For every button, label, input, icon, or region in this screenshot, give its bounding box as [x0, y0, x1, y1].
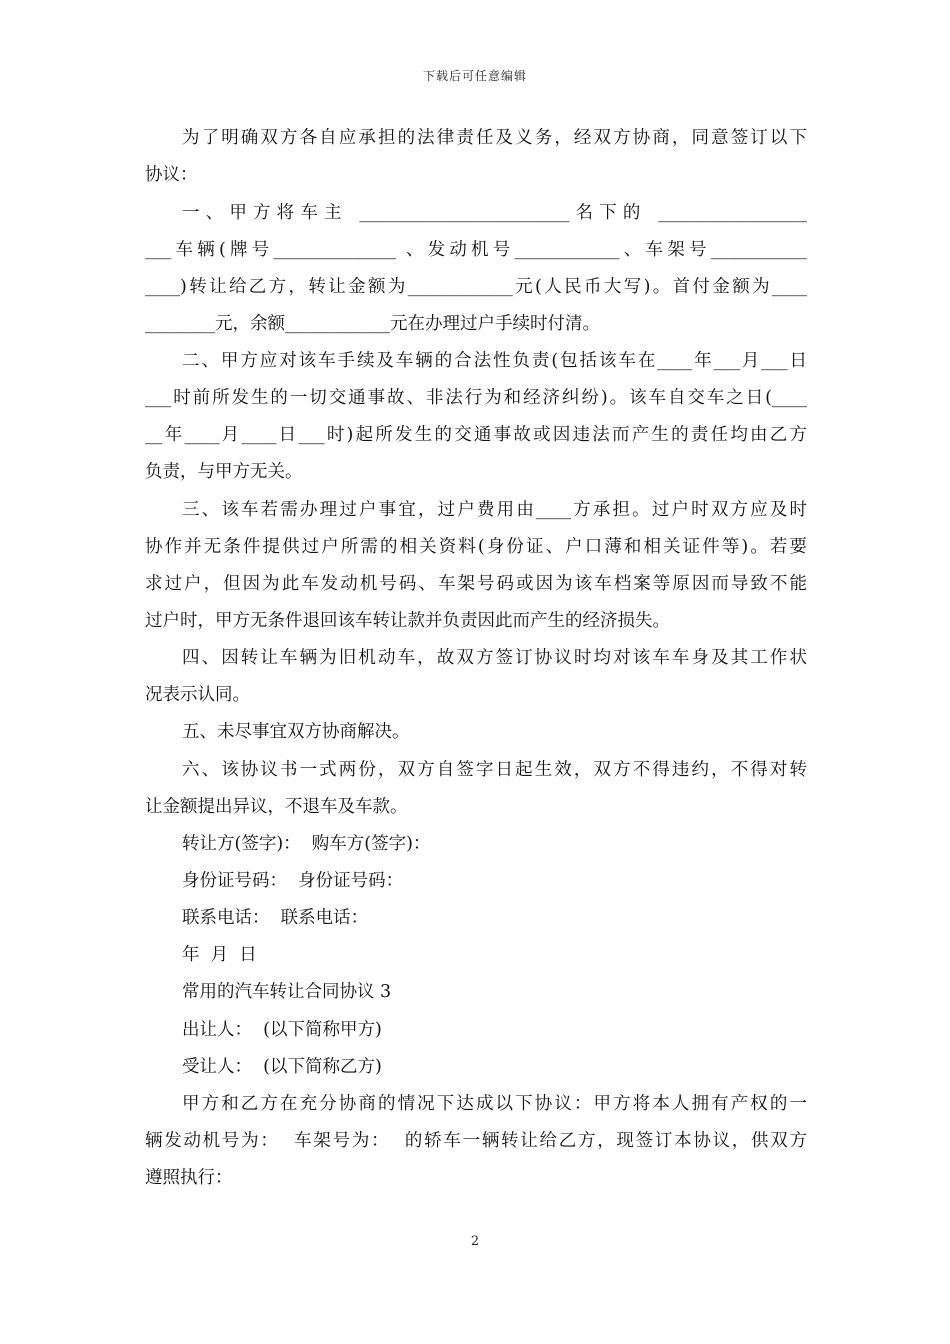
- paragraph-line: ____)转让给乙方，转让金额为____________元(人民币大写)。首付金额为____: [145, 277, 807, 297]
- paragraph-line: 三、该车若需办理过户事宜，过户费用由____方承担。过户时双方应及时: [182, 500, 807, 520]
- paragraph-line: 辆发动机号为： 车架号为： 的轿车一辆转让给乙方，现签订本协议，供双方: [145, 1131, 807, 1151]
- phone-line: 联系电话： 联系电话：: [182, 908, 369, 928]
- paragraph-line: 遵照执行：: [145, 1168, 233, 1188]
- paragraph-line: 协作并无条件提供过户所需的相关资料(身份证、户口薄和相关证件等)。若要: [145, 537, 807, 557]
- transferor-line: 出让人： (以下简称甲方): [182, 1020, 382, 1040]
- transferee-line: 受让人： (以下简称乙方): [182, 1057, 382, 1077]
- date-line: 年 月 日: [182, 945, 257, 965]
- paragraph-line: 求过户，但因为此车发动机号码、车架号码或因为该车档案等原因而导致不能: [145, 574, 807, 594]
- section-title: 常用的汽车转让合同协议 3: [182, 982, 392, 1002]
- signature-line: 转让方(签字)： 购车方(签字)：: [182, 834, 431, 854]
- paragraph-line: 过户时，甲方无条件退回该车转让款并负责因此而产生的经济损失。: [145, 611, 670, 631]
- page-number: 2: [470, 1234, 480, 1249]
- paragraph-line: 况表示认同。: [145, 685, 250, 705]
- id-number-line: 身份证号码： 身份证号码：: [182, 871, 404, 891]
- page-header: 下载后可任意编辑: [422, 69, 527, 83]
- paragraph-line: __年____月____日___时)起所发生的交通事故或因违法而产生的责任均由乙方: [145, 425, 807, 445]
- paragraph-line: ________元，余额____________元在办理过户手续时付清。: [145, 314, 600, 334]
- paragraph-line: 负责，与甲方无关。: [145, 462, 303, 482]
- paragraph-line: 六、该协议书一式两份，双方自签字日起生效，双方不得违约，不得对转: [182, 760, 807, 780]
- paragraph-line: ___车辆(牌号______________ 、发动机号____________、车架号___________: [145, 240, 807, 260]
- paragraph-line: 甲方和乙方在充分协商的情况下达成以下协议：甲方将本人拥有产权的一: [182, 1094, 807, 1114]
- paragraph-line: 四、因转让车辆为旧机动车，故双方签订协议时均对该车车身及其工作状: [182, 648, 807, 668]
- paragraph-line: 二、甲方应对该车手续及车辆的合法性负责(包括该车在____年___月___日: [182, 351, 807, 371]
- paragraph-line: 为了明确双方各自应承担的法律责任及义务，经双方协商，同意签订以下: [182, 128, 807, 148]
- paragraph-line: 让金额提出异议，不退车及车款。: [145, 797, 408, 817]
- paragraph-line: 协议：: [145, 165, 198, 185]
- paragraph-line: 五、未尽事宜双方协商解决。: [182, 722, 410, 742]
- paragraph-line: ___时前所发生的一切交通事故、非法行为和经济纠纷)。该车自交车之日(____: [145, 388, 807, 408]
- paragraph-line: 一、甲方将车主 ________________________名下的 _________________: [182, 203, 807, 223]
